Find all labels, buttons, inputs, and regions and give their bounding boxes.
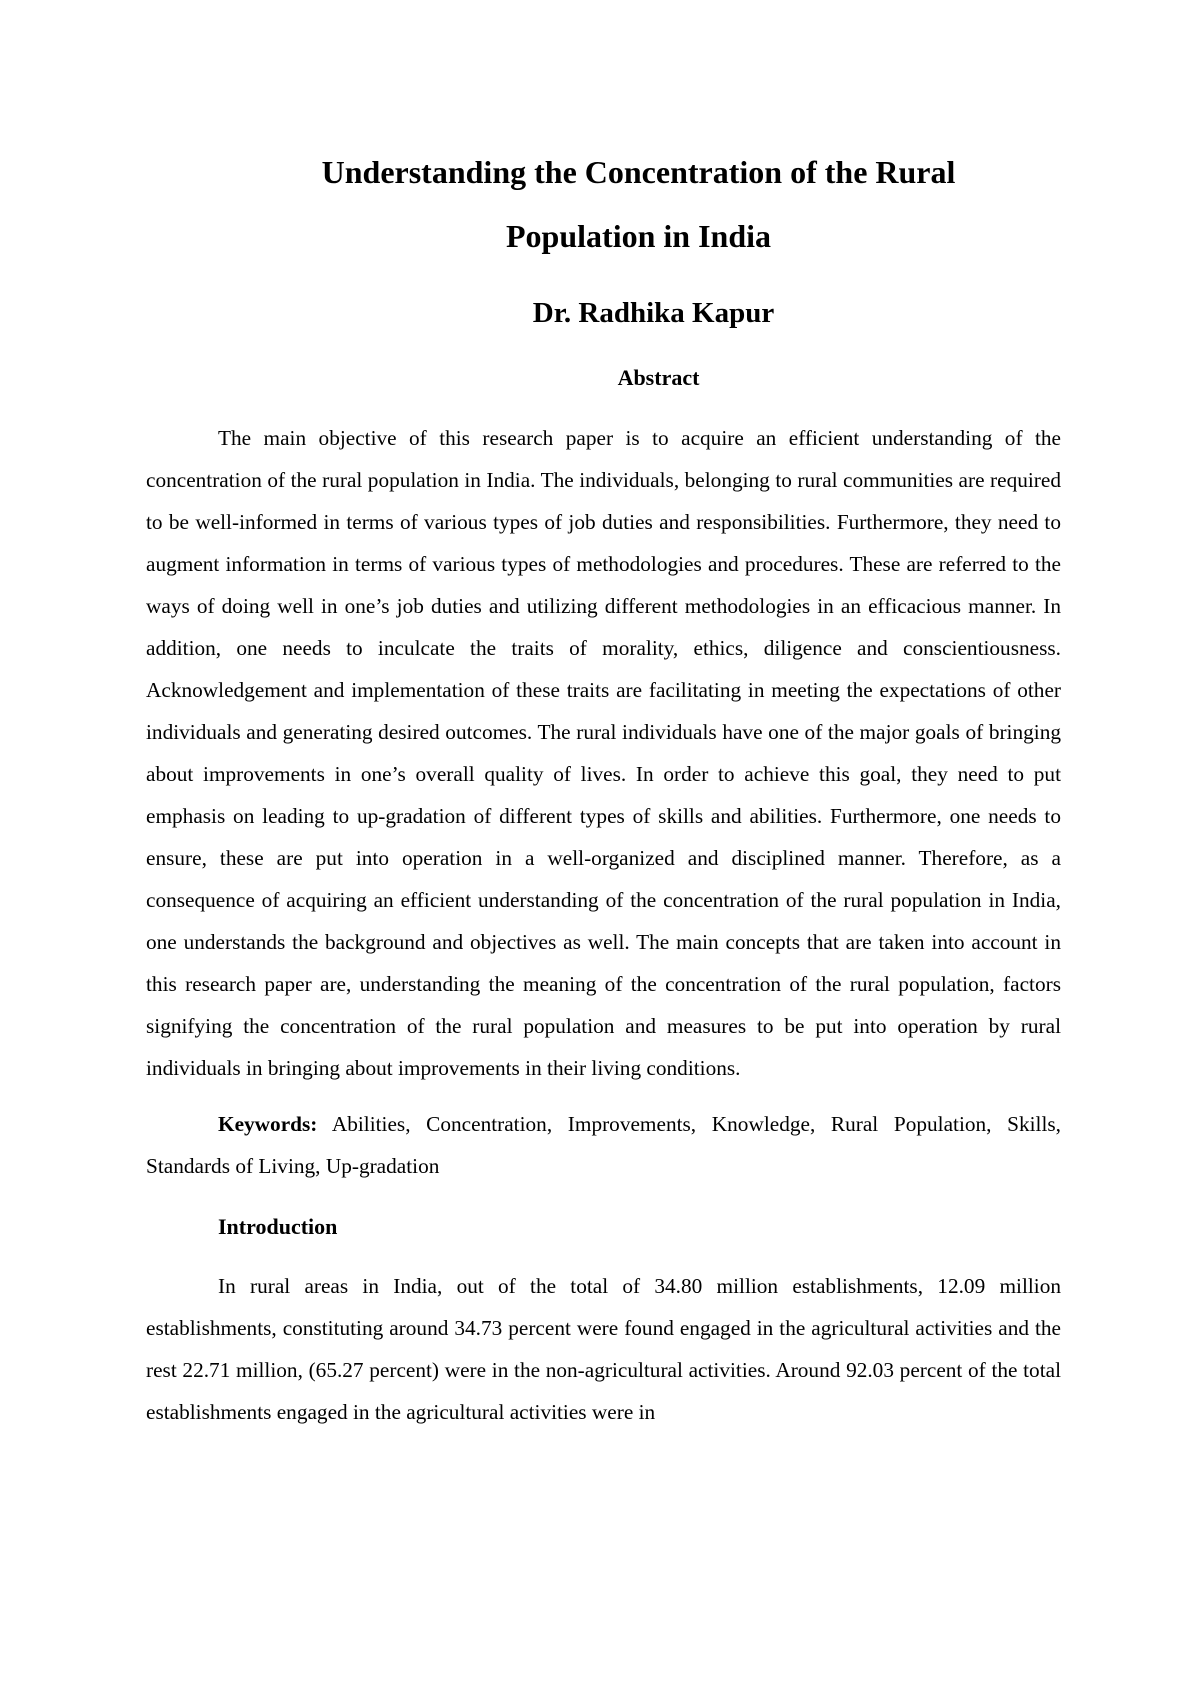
abstract-text: The main objective of this research paper is to acquire an efficient understanding of the concentration of the rural population in India. The individuals, belonging to rural communities are required to be well-informed in terms of various types of job duties and responsibilities. Furthermore, they need to augment information in terms of various types of methodologies and procedures. These are referred to the ways of doing well in one’s job duties and utilizing different methodologies in an efficacious manner. In addition, one needs to inculcate the traits of morality, ethics, diligence and conscientiousness. Acknowledgement and implementation of these traits are facilitating in meeting the expectations of other individuals and generating desired outcomes. The rural individuals have one of the major goals of bringing about improvements in one’s overall quality of lives. In order to achieve this goal, they need to put emphasis on leading to up-gradation of different types of skills and abilities. Furthermore, one needs to ensure, these are put into operation in a well-organized and disciplined manner. Therefore, as a consequence of acquiring an efficient understanding of the concentration of the rural population in India, one understands the background and objectives as well. The main concepts that are taken into account in this research paper are, understanding the meaning of the concentration of the rural population, factors signifying the concentration of the rural population and measures to be put into operation by rural individuals in bringing about improvements in their living conditions. [146,426,1061,1080]
keywords-list: Abilities, Concentration, Improvements, Knowledge, Rural Population, Skills, Standards of Living, Up-gradation [146,1112,1061,1178]
author-name: Dr. Radhika Kapur [532,297,775,329]
paper-title: Understanding the Concentration of the Rural Population in India [321,154,956,254]
keywords-label: Keywords: [218,1112,318,1136]
abstract-heading: Abstract [617,365,700,390]
page-content [146,140,1061,1433]
introduction-heading: Introduction [218,1214,338,1239]
introduction-text: In rural areas in India, out of the total of 34.80 million establishments, 12.09 million establishments, constituting around 34.73 percent were found engaged in the agricultural activities and the rest 22.71 million, (65.27 percent) were in the non-agricultural activities. Around 92.03 percent of the total establishments engaged in the agricultural activities were in [146,1274,1061,1424]
keywords-paragraph [146,1103,1061,1187]
